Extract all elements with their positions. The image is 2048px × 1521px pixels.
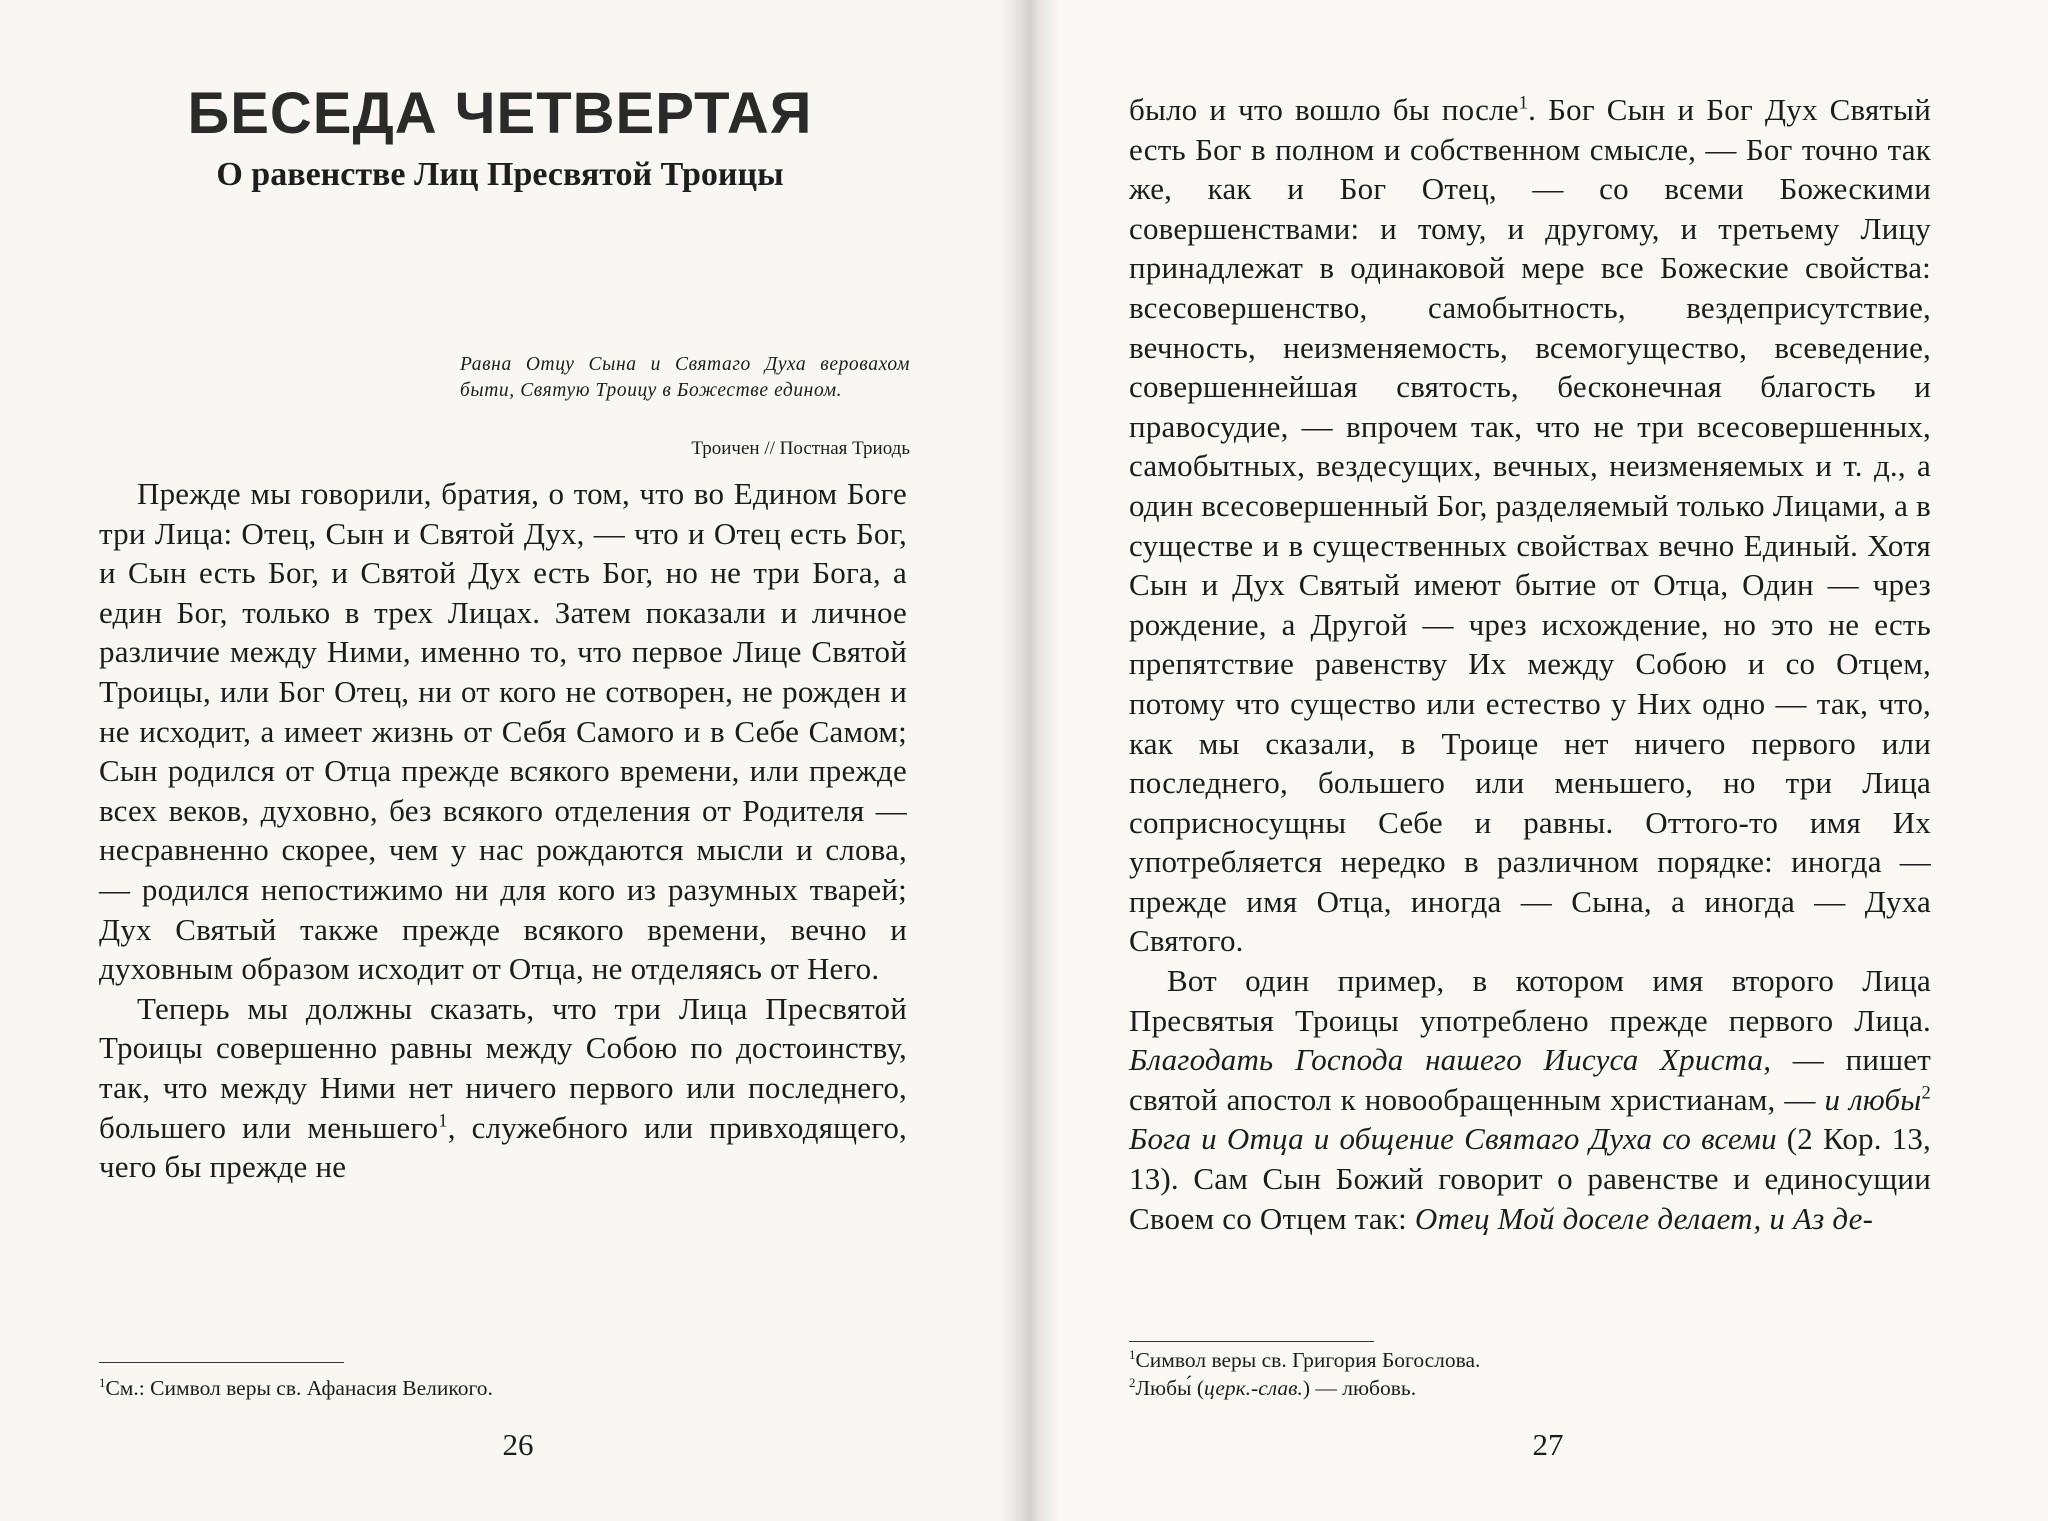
footnote-reference: 2 xyxy=(1921,1082,1931,1104)
footnote xyxy=(1129,1346,1931,1374)
footnote xyxy=(1129,1374,1931,1402)
text-run: , служебного или привходящего, чего бы прежде не xyxy=(99,1109,907,1185)
scripture-quote: Благодать Господа нашего Иисуса Христа, xyxy=(1129,1042,1772,1078)
epigraph-source: Троичен // Постная Триодь xyxy=(691,438,910,459)
text-run: — пишет святой апостол к новообращенным христианам, — xyxy=(1129,1042,1931,1117)
scripture-quote: и любы xyxy=(1824,1081,1922,1117)
footnote-mark: 1 xyxy=(99,1375,106,1390)
paragraph xyxy=(99,989,907,1187)
text-run: Теперь мы должны сказать, что три Лица Пресвятой Троицы совершенно равны между Собою по достоинству, так, что между Ними нет ничего первого или последнего, большего или меньшего xyxy=(99,990,907,1145)
chapter-subtitle: О равенстве Лиц Пресвятой Троицы xyxy=(216,156,784,193)
page-number: 26 xyxy=(502,1427,534,1462)
paragraph: Прежде мы говорили, братия, о том, что во Едином Боге три Лица: Отец, Сын и Святой Дух, — что и Отец есть Бог, и Сын есть Бог, и Святой Дух есть Бог, но не три Бога, а един Бог, только в трех Лицах. Затем показали и личное различие между Ними, именно то, что первое Лице Святой Троицы, или Бог Отец, ни от кого не сотворен, не рожден и не исходит, а имеет жизнь от Себя Самого и в Себе Самом; Сын родился от Отца прежде всякого времени, или прежде всех веков, духовно, без всякого отделения от Родителя — несравненно скорее, чем у нас рождаются мысли и слова, — родился непостижимо ни для кого из разумных тварей; Дух Святый также прежде всякого времени, вечно и духовным образом исходит от Отца, не отделяясь от Него. xyxy=(99,476,907,987)
footnote-reference: 1 xyxy=(1518,92,1529,114)
footnote xyxy=(99,1374,907,1402)
footnote-text: Символ веры св. Григория Богослова. xyxy=(1135,1348,1481,1372)
page-number: 27 xyxy=(1532,1427,1564,1462)
footnote-mark: 2 xyxy=(1129,1375,1136,1390)
right-body-text xyxy=(1129,90,1931,1238)
footnote-abbreviation: церк.-слав. xyxy=(1204,1376,1303,1400)
footnote-divider xyxy=(99,1362,344,1363)
scripture-quote: Отец Мой доселе делает, и Аз де- xyxy=(1414,1200,1874,1236)
text-run: было и что вошло бы после xyxy=(1129,92,1519,127)
left-body-text xyxy=(99,474,907,1187)
footnote-divider xyxy=(1129,1341,1374,1342)
paragraph xyxy=(1129,90,1931,961)
scripture-quote: Бога и Отца и общение Святаго Духа со всеми xyxy=(1129,1121,1777,1157)
epigraph: Равна Отцу Сына и Святаго Духа веровахом быти, Святую Троицу в Божестве едином. xyxy=(460,354,910,401)
footnote-reference: 1 xyxy=(438,1110,448,1132)
text-run: Вот один пример, в котором имя второго Лица Пресвятыя Троицы употреблено прежде первого Лица. xyxy=(1129,963,1931,1038)
footnote-term: Любы́ xyxy=(1135,1376,1192,1400)
paragraph xyxy=(1129,961,1931,1238)
book-gutter xyxy=(1000,0,1060,1521)
chapter-title: БЕСЕДА ЧЕТВЕРТАЯ xyxy=(187,81,813,146)
footnote-text: См.: Символ веры св. Афанасия Великого. xyxy=(105,1376,493,1400)
left-page xyxy=(0,0,1010,1521)
text-run: . Бог Сын и Бог Дух Святый есть Бог в полном и собственном смысле, — Бог точно так же, как и Бог Отец, — со всеми Божескими совершенствами: и тому, и другому, и третьему Лицу принадлежат в одинаковой мере все Божеские свойства: всесовершенство, самобытность, вездеприсутствие, вечность, неизменяемость, всемогущество, всеведение, совершеннейшая святость, бесконечная благость и правосудие, — впрочем так, что не три всесовершенных, самобытных, вездесущих, вечных, неизменяемых и т. д., а один всесовершенный Бог, разделяемый только Лицами, а в существе и в существенных свойствах вечно Единый. Хотя Сын и Дух Святый имеют бытие от Отца, Один — чрез рождение, а Другой — чрез исхождение, но это не есть препятствие равенству Их между Собою и со Отцем, потому что существо или естество у Них одно — так, что, как мы сказали, в Троице нет ничего первого или последнего, большего или меньшего, но три Лица соприсносущны Себе и равны. Оттого-то имя Их употребляется нередко в различном порядке: иногда — прежде имя Отца, иногда — Сына, а иногда — Духа Святого. xyxy=(1129,92,1931,959)
text-run: ( xyxy=(1191,1376,1205,1400)
text-run: (2 Кор. 13, 13). Сам Сын Божий говорит о равенстве и единосущии Своем со Отцем так: xyxy=(1129,1121,1932,1236)
text-run: ) — любовь. xyxy=(1302,1376,1417,1400)
footnote-mark: 1 xyxy=(1129,1347,1136,1362)
